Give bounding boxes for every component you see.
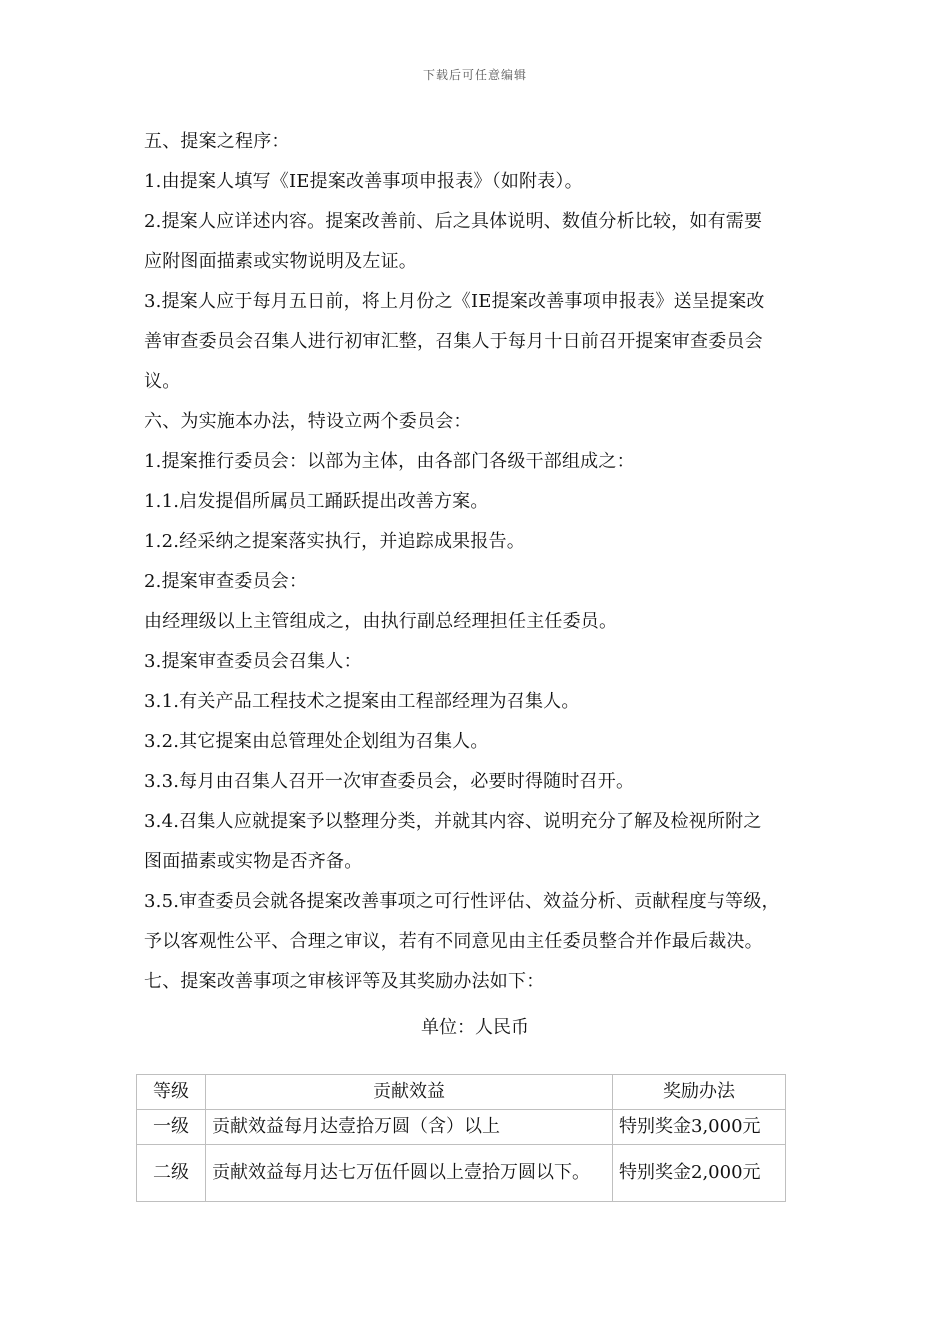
cell-contribution: 贡献效益每月达壹拾万圆（含）以上: [206, 1110, 613, 1145]
cell-level: 二级: [137, 1145, 206, 1202]
table-row: [137, 1110, 786, 1145]
paragraph-line: 3.4.召集人应就提案予以整理分类，并就其内容、说明充分了解及检视所附之: [144, 811, 762, 832]
cell-reward: 特别奖金2,000元: [613, 1145, 786, 1202]
cell-contribution: 贡献效益每月达七万伍仟圆以上壹拾万圆以下。: [206, 1145, 613, 1202]
cell-reward: 特别奖金3,000元: [613, 1110, 786, 1145]
document-body: [144, 122, 804, 1002]
paragraph-line: 应附图面描素或实物说明及左证。: [144, 251, 417, 272]
header-contribution: 贡献效益: [206, 1075, 613, 1110]
section-heading-committees: 六、为实施本办法，特设立两个委员会：: [144, 411, 472, 432]
paragraph-line: 1.1.启发提倡所属员工踊跃提出改善方案。: [144, 491, 489, 512]
paragraph-line: 2.提案审查委员会：: [144, 571, 308, 592]
paragraph-line: 3.3.每月由召集人召开一次审查委员会，必要时得随时召开。: [144, 771, 635, 792]
paragraph-line: 善审查委员会召集人进行初审汇整，召集人于每月十日前召开提案审查委员会: [144, 331, 763, 352]
header-reward: 奖励办法: [613, 1075, 786, 1110]
currency-unit-label: 单位：人民币: [421, 1017, 529, 1038]
header-level: 等级: [137, 1075, 206, 1110]
paragraph-line: 3.1.有关产品工程技术之提案由工程部经理为召集人。: [144, 691, 580, 712]
paragraph-line: 1.2.经采纳之提案落实执行，并追踪成果报告。: [144, 531, 525, 552]
table-row: [137, 1145, 786, 1202]
paragraph-line: 由经理级以上主管组成之，由执行副总经理担任主任委员。: [144, 611, 618, 632]
section-heading-rewards: 七、提案改善事项之审核评等及其奖励办法如下：: [144, 971, 545, 992]
paragraph-line: 3.5.审查委员会就各提案改善事项之可行性评估、效益分析、贡献程度与等级，: [144, 891, 780, 912]
paragraph-line: 议。: [144, 371, 181, 392]
cell-level: 一级: [137, 1110, 206, 1145]
paragraph-line: 图面描素或实物是否齐备。: [144, 851, 363, 872]
paragraph-line: 予以客观性公平、合理之审议，若有不同意见由主任委员整合并作最后裁决。: [144, 931, 763, 952]
paragraph-line: 3.2.其它提案由总管理处企划组为召集人。: [144, 731, 489, 752]
section-heading-procedure: 五、提案之程序：: [144, 131, 290, 152]
paragraph-line: 3.提案人应于每月五日前，将上月份之《IE提案改善事项申报表》送呈提案改: [144, 291, 765, 312]
paragraph-line: 3.提案审查委员会召集人：: [144, 651, 362, 672]
table-header-row: [137, 1075, 786, 1110]
paragraph-line: 1.提案推行委员会：以部为主体，由各部门各级干部组成之：: [144, 451, 635, 472]
reward-table: [136, 1074, 786, 1202]
page-header: 下载后可任意编辑: [422, 68, 527, 82]
paragraph-line: 2.提案人应详述内容。提案改善前、后之具体说明、数值分析比较，如有需要: [144, 211, 763, 232]
paragraph-line: 1.由提案人填写《IE提案改善事项申报表》（如附表）。: [144, 171, 583, 192]
